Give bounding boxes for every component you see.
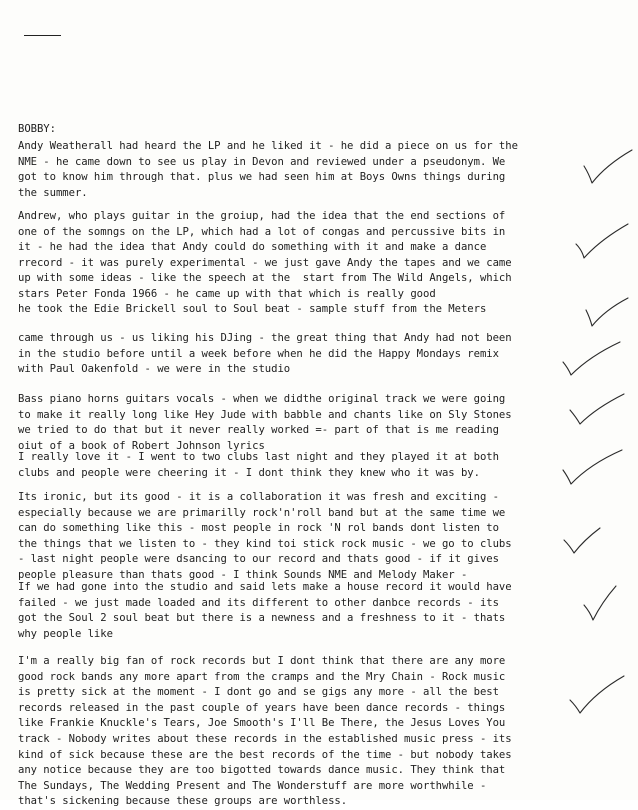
checkmark-9 — [570, 676, 624, 713]
checkmark-2 — [576, 224, 628, 258]
paragraph-7: Its ironic, but its good - it is a collaboration it was fresh and exciting - especially because we are primarilly rock'n'roll band but at the same time we can do something like this - most people in rock 'N rol bands dont listen to the things that we listen to - they kind toi stick rock music - we go to clubs - last night people were dsancing to our record and thats good - if it gives people pleasure than thats good - I think Sounds NME and Melody Maker - — [18, 491, 512, 581]
paragraph-1: Andy Weatherall had heard the LP and he liked it - he did a piece on us for the NME - he came down to see us play in Devon and reviewed under a pseudonym. We got to know him through that. plus we had seen him at Boys Owns things during the summer. — [18, 140, 518, 199]
paragraph-8: If we had gone into the studio and said lets make a house record it would have failed - we just made loaded and its different to other danbce records - its got the Soul 2 soul beat but there is a newness and a freshness to it - thats why people like — [18, 581, 512, 640]
paragraph-5: Bass piano horns guitars vocals - when we didthe original track we were going to make it really long like Hey Jude with babble and chants like on Sly Stones we tried to do that but it never really worked =- part of that is me reading oiut of a book of Robert Johnson lyrics — [18, 393, 512, 452]
paragraph-4: came through us - us liking his DJing - the great thing that Andy had not been in the studio before until a week before when he did the Happy Mondays remix with Paul Oakenfold - we were in the studio — [18, 332, 512, 376]
checkmark-8 — [584, 586, 616, 620]
paragraph-2: Andrew, who plays guitar in the groiup, had the idea that the end sections of one of the somngs on the LP, which had a lot of congas and percussive bits in it - he had the idea that Andy could do something with it and make a dance rrecord - it was purely experimental - we just gave Andy the tapes and we came up with some ideas - like the speech at the start from The Wild Angels, which stars Peter Fonda 1966 - he came up with that which is really good — [18, 210, 512, 300]
checkmark-3 — [586, 298, 628, 326]
speaker-heading: BOBBY: — [18, 123, 56, 135]
top-rule — [24, 35, 61, 36]
checkmark-1 — [584, 150, 632, 183]
paragraph-9: I'm a really big fan of rock records but I dont think that there are any more good rock bands any more apart from the cramps and the Mry Chain - Rock music is pretty sick at the moment - I dont go and se gigs any more - all the best records released in the past couple of years have been dance records - things like Frankie Knuckle's Tears, Joe Smooth's I'll Be There, the Jesus Loves You track - Nobody writes about these records in the established music press - its kind of sick because these are the best records of the time - but nobody takes any notice because they are too bigotted towards dance music. They think that The Sundays, The Wedding Present and The Wonderstuff are more worthwhile - that's sickening because these groups are worthless. — [18, 655, 512, 808]
checkmark-5 — [570, 394, 624, 424]
paragraph-6: I really love it - I went to two clubs last night and they played it at both clubs and people were cheering it - I dont think they knew who it was by. — [18, 451, 499, 479]
paragraph-3: he took the Edie Brickell soul to Soul beat - sample stuff from the Meters — [18, 303, 487, 315]
